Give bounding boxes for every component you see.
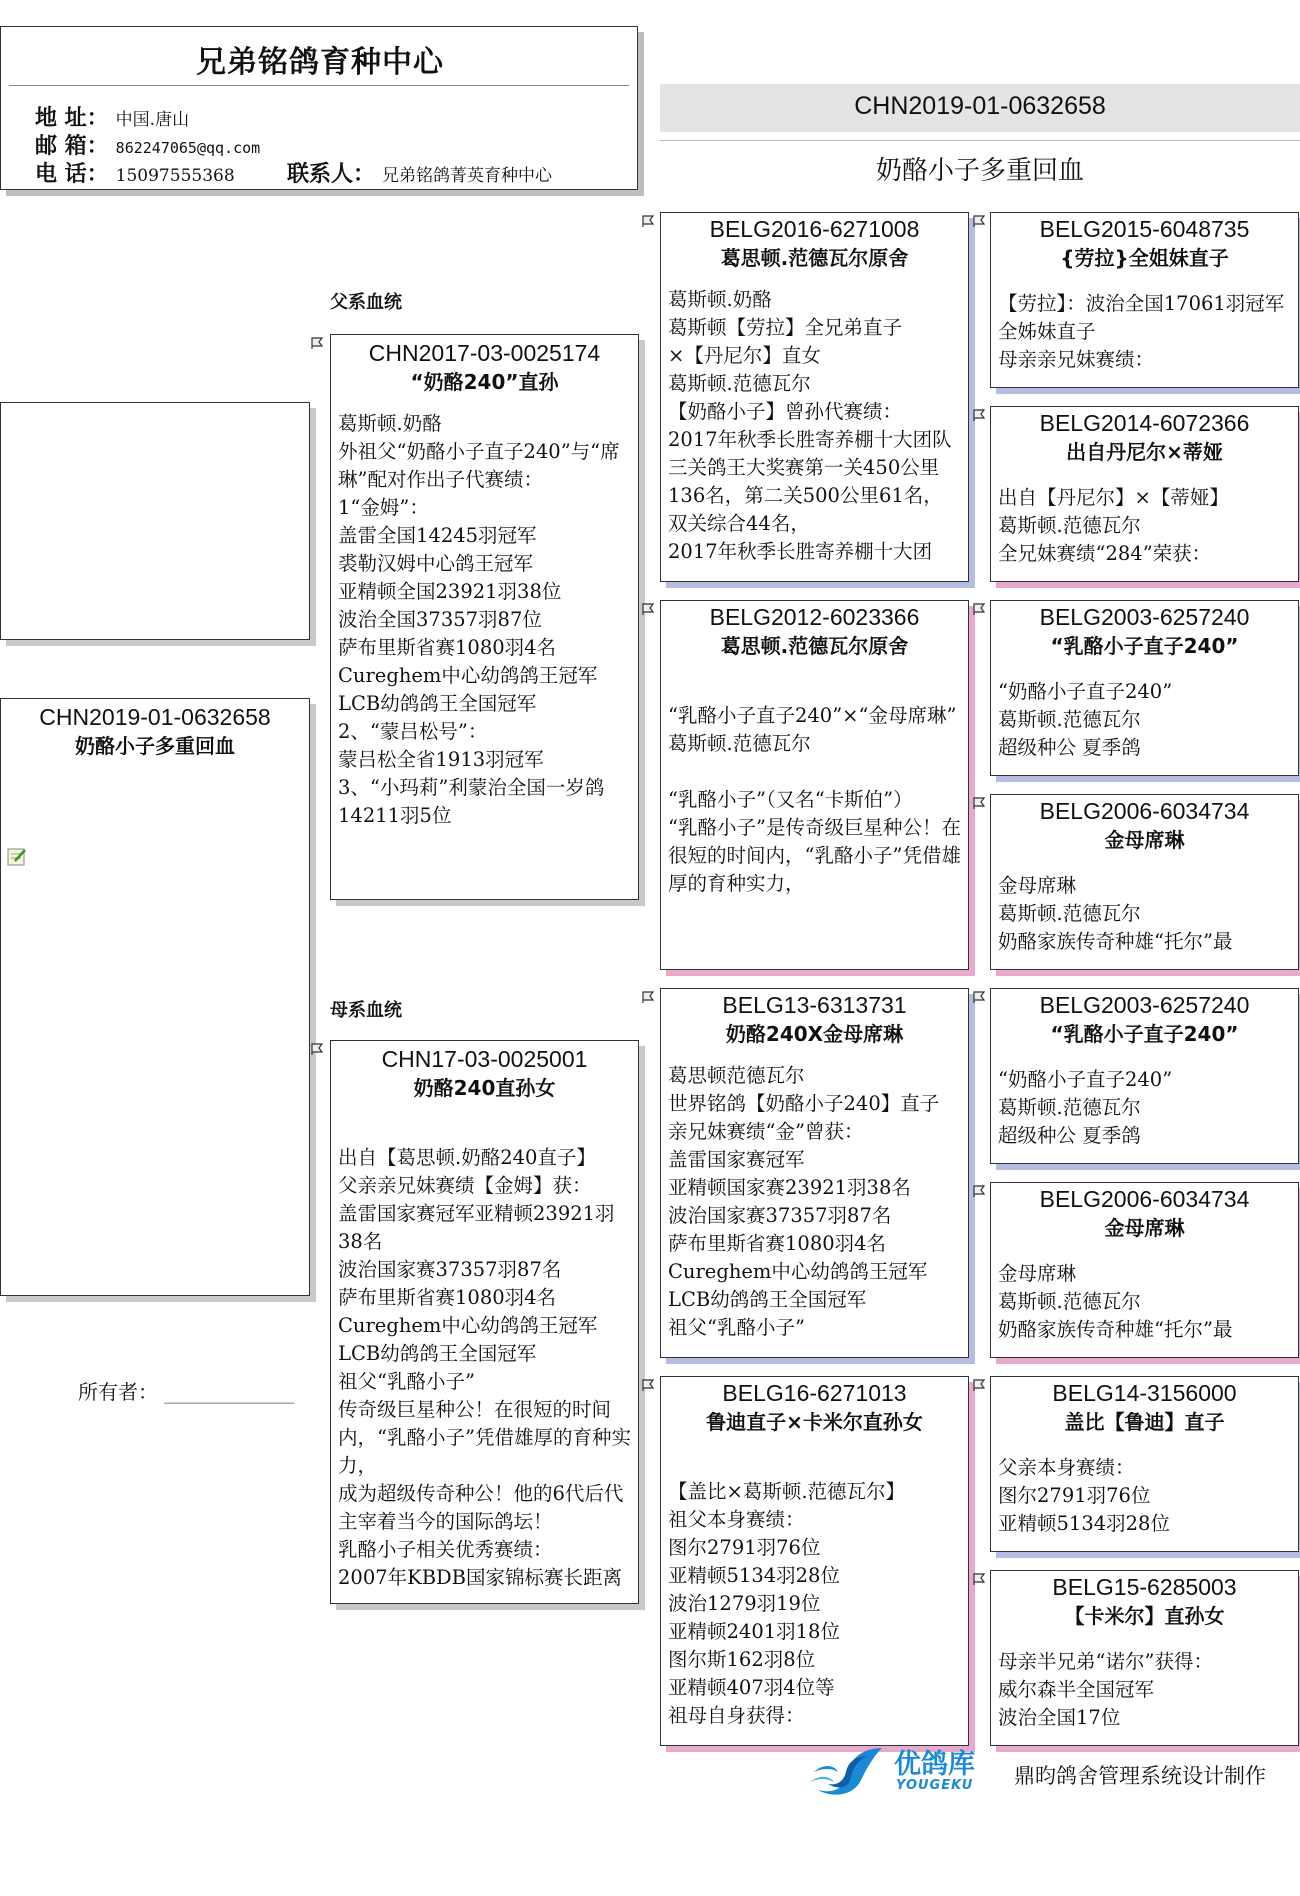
email-value: 862247065@qq.com bbox=[115, 139, 261, 157]
header-divider bbox=[9, 85, 629, 86]
address-label: 地 址： bbox=[35, 106, 109, 131]
dam-name: 奶酪240直孙女 bbox=[413, 1076, 556, 1100]
sire-name: “奶酪240”直孙 bbox=[410, 370, 559, 394]
gen4-name: 盖比【鲁迪】直子 bbox=[1064, 1410, 1225, 1434]
gen4-name: 金母席琳 bbox=[1104, 828, 1185, 852]
gen4-card-5 bbox=[990, 988, 1299, 1164]
address-row bbox=[35, 101, 189, 132]
swirl-logo-icon bbox=[808, 1742, 890, 1800]
link-flag-icon[interactable] bbox=[310, 1042, 326, 1056]
gen3-name: 葛思顿.范德瓦尔原舍 bbox=[720, 246, 909, 270]
sire-ring: CHN2017-03-0025174 bbox=[368, 340, 601, 366]
subject-card bbox=[0, 698, 310, 1296]
gen4-card-8 bbox=[990, 1570, 1299, 1746]
top-divider bbox=[660, 140, 1300, 141]
loft-title: 兄弟铭鸽育种中心 bbox=[196, 45, 444, 80]
gen4-name: “乳酪小子直子240” bbox=[1050, 634, 1239, 658]
gen4-ring: BELG14-3156000 bbox=[1052, 1380, 1237, 1406]
owner-blank: _____________ bbox=[164, 1380, 295, 1404]
gen4-card-2 bbox=[990, 406, 1299, 582]
gen4-description: 母亲半兄弟“诺尔”获得： 威尔森半全国冠军 波治全国17位 bbox=[998, 1650, 1213, 1729]
gen3-name: 鲁迪直子×卡米尔直孙女 bbox=[706, 1410, 923, 1434]
gen3-name: 奶酪240X金母席琳 bbox=[725, 1022, 904, 1046]
gen3-ring: BELG2012-6023366 bbox=[709, 604, 920, 630]
gen4-description: 出自【丹尼尔】×【蒂娅】 葛斯顿.范德瓦尔 全兄妹赛绩“284”荣获： bbox=[998, 486, 1229, 565]
gen3-description: 葛斯顿.奶酪 葛斯顿【劳拉】全兄弟直子 ×【丹尼尔】直女 葛斯顿.范德瓦尔 【奶酪小子】曾孙代赛绩： 2017年秋季长胜寄养棚十大团队三关鸽王大奖赛第一关450公里136名，第二关500公里61名，双关综合44名， 2017年秋季长胜寄养棚十大团 bbox=[668, 288, 952, 563]
gen4-ring: BELG2015-6048735 bbox=[1039, 216, 1250, 242]
gen3-ring: BELG16-6271013 bbox=[722, 1380, 907, 1406]
address-value: 中国.唐山 bbox=[115, 110, 190, 130]
gen4-ring: BELG2014-6072366 bbox=[1039, 410, 1250, 436]
gen4-description: “奶酪小子直子240” 葛斯顿.范德瓦尔 超级种公 夏季鸽 bbox=[998, 680, 1173, 759]
top-pigeon-name: 奶酪小子多重回血 bbox=[875, 156, 1084, 186]
note-icon bbox=[7, 847, 27, 867]
link-flag-icon[interactable] bbox=[641, 990, 657, 1004]
gen4-description: 父亲本身赛绩： 图尔2791羽76位 亚精顿5134羽28位 bbox=[998, 1456, 1170, 1535]
gen4-name: {劳拉}全姐妹直子 bbox=[1060, 246, 1229, 270]
subject-name: 奶酪小子多重回血 bbox=[75, 734, 235, 758]
subject-ring: CHN2019-01-0632658 bbox=[39, 704, 271, 730]
brand-name-en: YOUGEKU bbox=[896, 1778, 974, 1793]
gen4-description: 【劳拉】：波治全国17061羽冠军全姊妹直子 母亲亲兄妹赛绩： bbox=[998, 292, 1285, 371]
gen4-card-6 bbox=[990, 1182, 1299, 1358]
owner-label: 所有者： bbox=[78, 1380, 158, 1404]
top-ring-number: CHN2019-01-0632658 bbox=[854, 92, 1106, 120]
contact-row bbox=[287, 157, 552, 188]
owner-row bbox=[78, 1376, 294, 1405]
gen4-card-3 bbox=[990, 600, 1299, 776]
contact-value: 兄弟铭鸽菁英育种中心 bbox=[382, 166, 553, 186]
phone-value: 15097555368 bbox=[115, 166, 235, 186]
phone-label: 电 话： bbox=[35, 162, 109, 187]
gen4-name: “乳酪小子直子240” bbox=[1050, 1022, 1239, 1046]
gen3-description: 【盖比×葛斯顿.范德瓦尔】 祖父本身赛绩： 图尔2791羽76位 亚精顿5134羽28位 波治1279羽19位 亚精顿2401羽18位 图尔斯162羽8位 亚精顿407羽4位等 祖母自身获得： bbox=[668, 1480, 906, 1727]
link-flag-icon[interactable] bbox=[972, 796, 988, 810]
email-label: 邮 箱： bbox=[35, 134, 109, 159]
link-flag-icon[interactable] bbox=[972, 1572, 988, 1586]
gen4-ring: BELG2003-6257240 bbox=[1039, 992, 1250, 1018]
gen3-card-1 bbox=[660, 212, 969, 582]
gen4-card-7 bbox=[990, 1376, 1299, 1552]
gen3-card-4 bbox=[660, 1376, 969, 1746]
gen3-ring: BELG2016-6271008 bbox=[709, 216, 920, 242]
link-flag-icon[interactable] bbox=[972, 408, 988, 422]
gen3-description: “乳酪小子直子240”×“金母席琳” 葛斯顿.范德瓦尔 “乳酪小子”（又名“卡斯伯”） “乳酪小子”是传奇级巨星种公！在很短的时间内，“乳酪小子”凭借雄厚的育种实力， bbox=[668, 704, 961, 895]
yougeku-logo bbox=[808, 1742, 998, 1800]
link-flag-icon[interactable] bbox=[972, 990, 988, 1004]
dam-ring: CHN17-03-0025001 bbox=[381, 1046, 588, 1072]
sire-line-label: 父系血统 bbox=[330, 292, 402, 313]
gen3-card-2 bbox=[660, 600, 969, 970]
gen4-description: 金母席琳 葛斯顿.范德瓦尔 奶酪家族传奇种雄“托尔”最 bbox=[998, 874, 1233, 953]
sire-card bbox=[330, 334, 639, 900]
gen3-name: 葛思顿.范德瓦尔原舍 bbox=[720, 634, 909, 658]
gen4-card-1 bbox=[990, 212, 1299, 388]
link-flag-icon[interactable] bbox=[972, 214, 988, 228]
dam-description: 出自【葛思顿.奶酪240直子】 父亲亲兄妹赛绩【金姆】获： 盖雷国家赛冠军亚精顿23921羽38名 波治国家赛37357羽87名 萨布里斯省赛1080羽4名 Cureghem中心幼鸽鸽王冠军 LCB幼鸽鸽王全国冠军 祖父“乳酪小子” 传奇级巨星种公！在很短的时间内，“乳酪小子”凭借雄厚的育种实力， 成为超级传奇种公！他的6代后代主宰着当今的国际鸽坛！ 乳酪小子相关优秀赛绩： 2007年KBDB国家锦标赛长距离 bbox=[338, 1146, 631, 1589]
footer-credit: 鼎昀鸽舍管理系统设计制作 bbox=[1014, 1764, 1266, 1788]
gen4-name: 【卡米尔】直孙女 bbox=[1064, 1604, 1225, 1628]
gen4-description: 金母席琳 葛斯顿.范德瓦尔 奶酪家族传奇种雄“托尔”最 bbox=[998, 1262, 1233, 1341]
header-card bbox=[0, 26, 638, 190]
dam-card bbox=[330, 1040, 639, 1604]
gen4-ring: BELG2006-6034734 bbox=[1039, 798, 1250, 824]
dam-line-label: 母系血统 bbox=[330, 1000, 402, 1021]
gen4-ring: BELG2003-6257240 bbox=[1039, 604, 1250, 630]
link-flag-icon[interactable] bbox=[310, 336, 326, 350]
link-flag-icon[interactable] bbox=[972, 1378, 988, 1392]
gen4-name: 出自丹尼尔×蒂娅 bbox=[1066, 440, 1223, 464]
link-flag-icon[interactable] bbox=[641, 214, 657, 228]
sire-description: 葛斯顿.奶酪 外祖父“奶酪小子直子240”与“席琳”配对作出子代赛绩： 1“金姆”： 盖雷全国14245羽冠军 裘勒汉姆中心鸽王冠军 亚精顿全国23921羽38位 波治全国37357羽87位 萨布里斯省赛1080羽4名 Cureghem中心幼鸽鸽王冠军 LCB幼鸽鸽王全国冠军 2、“蒙吕松号”： 蒙吕松全省1913羽冠军 3、“小玛莉”利蒙治全国一岁鸽14211羽5位 bbox=[338, 412, 620, 827]
photo-frame bbox=[0, 402, 310, 640]
phone-row bbox=[35, 157, 235, 188]
link-flag-icon[interactable] bbox=[641, 1378, 657, 1392]
link-flag-icon[interactable] bbox=[972, 1184, 988, 1198]
gen3-ring: BELG13-6313731 bbox=[722, 992, 907, 1018]
link-flag-icon[interactable] bbox=[972, 602, 988, 616]
gen3-description: 葛思顿范德瓦尔 世界铭鸽【奶酪小子240】直子 亲兄妹赛绩“金”曾获： 盖雷国家赛冠军 亚精顿国家赛23921羽38名 波治国家赛37357羽87名 萨布里斯省赛1080羽4名 Cureghem中心幼鸽鸽王冠军 LCB幼鸽鸽王全国冠军 祖父“乳酪小子” bbox=[668, 1064, 940, 1339]
gen4-card-4 bbox=[990, 794, 1299, 970]
gen4-name: 金母席琳 bbox=[1104, 1216, 1185, 1240]
brand-name: 优鸽库 bbox=[894, 1749, 975, 1780]
link-flag-icon[interactable] bbox=[641, 602, 657, 616]
contact-label: 联系人： bbox=[287, 162, 376, 187]
gen4-ring: BELG2006-6034734 bbox=[1039, 1186, 1250, 1212]
gen3-card-3 bbox=[660, 988, 969, 1358]
gen4-ring: BELG15-6285003 bbox=[1052, 1574, 1237, 1600]
gen4-description: “奶酪小子直子240” 葛斯顿.范德瓦尔 超级种公 夏季鸽 bbox=[998, 1068, 1173, 1147]
email-row bbox=[35, 129, 260, 160]
